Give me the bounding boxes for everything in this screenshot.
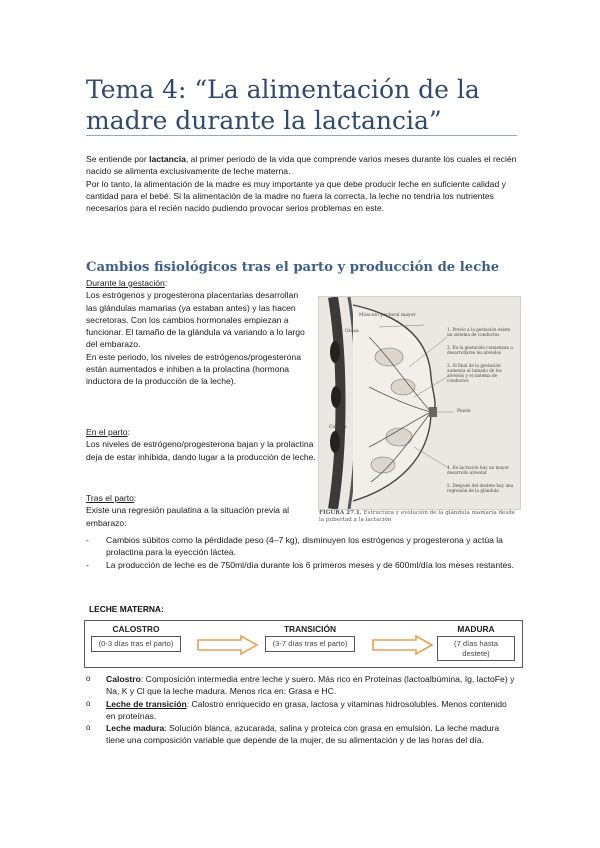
label-costilla: Costilla: [329, 425, 347, 430]
stage-calostro: [91, 624, 181, 652]
tras-parto-heading: [86, 492, 311, 504]
leche-materna-title: LECHE MATERNA:: [89, 604, 164, 614]
list-item: [86, 673, 518, 698]
gestacion-colon: :: [164, 278, 168, 288]
dash-bullet-icon: -: [86, 559, 89, 570]
intro-text: [86, 153, 518, 214]
tras-parto-block: [86, 492, 311, 529]
list-item: [86, 534, 518, 559]
parto-paragraph: Los niveles de estrógeno/progesterona bajan y la prolactina deja de estar inhibida, dando lugar a la producción de leche.: [86, 439, 316, 462]
list-item-text: Cambios súbitos como la pérdidade peso (4–7 kg), disminuyen los estrógenos y progesterona y actúa la prolactina para la eyección láctea.: [106, 535, 503, 558]
list-item: [86, 559, 518, 571]
stage-transicion: [265, 624, 355, 652]
tras-parto-colon: :: [133, 493, 137, 503]
stage-name: TRANSICIÓN: [283, 624, 337, 634]
label-step-4: 4. En lactación hay un mayor desarrollo alveolar: [447, 465, 509, 475]
stage-madura: [437, 624, 515, 661]
intro-p1-start: Se entiende por: [86, 154, 150, 164]
stage-detail: (3-7 días tras el parto): [265, 636, 355, 652]
document-title: Tema 4: “La alimentación de la madre durante la lactancia”: [86, 75, 480, 135]
stage-detail: (0-3 días tras el parto): [91, 636, 181, 652]
stage-name: MADURA: [457, 624, 495, 634]
figure-caption: [319, 510, 519, 525]
item-description: : Solución blanca, azucarada, salina y proteica con grasa en emulsión. La leche madura tiene una composición variable que depende de la mujer, de su alimentación y de las horas del día.: [106, 723, 500, 746]
circle-bullet-icon: o: [86, 674, 91, 683]
stage-name: CALOSTRO: [112, 624, 160, 634]
tras-parto-list: [86, 534, 518, 571]
tras-parto-paragraph: Existe una regresión paulatina a la situación previa al embarazo:: [86, 505, 290, 528]
list-item: [86, 698, 518, 723]
item-term: Leche de transición: [106, 698, 187, 709]
label-grasa: Grasa: [345, 329, 359, 334]
milk-types-list: [86, 673, 518, 747]
milk-stages-diagram: [84, 620, 523, 668]
label-step-5: 5. Después del destete hay una regresión de la glándula: [447, 483, 514, 493]
label-step-2: 2. En la gestación comienzan a desarrollarse los alvéolos: [447, 345, 513, 355]
parto-heading: [86, 426, 318, 438]
gestacion-paragraph-1: Los estrógenos y progesterona placentarias desarrollan las glándulas mamarias (ya estaban antes) y las hacen secretoras. Con los cambios hormonales empiezan a funcionar. El tamaño de la glándula va variando a lo largo del embarazo.: [86, 290, 305, 350]
intro-paragraph-2: Por lo tanto, la alimentación de la madre es muy importante ya que debe producir leche en suficiente calidad y cantidad para el bebé. Si la alimentación de la madre no fuera la correcta, la leche no tendría los nutrientes necesarios para el recién nacido pudiendo provocar serios problemas en este.: [86, 178, 506, 214]
label-step-3: 3. Al final de la gestación aumenta el tamaño de los alvéolos y el sistema de conductos: [447, 363, 502, 383]
mammary-gland-figure: [318, 296, 521, 510]
gestacion-paragraph-2: En este periodo, los niveles de estrógenos/progesterona están aumentados e inhiben a la prolactina (hormona inductora de la producción de la leche).: [86, 351, 301, 387]
stage-detail: (7 días hasta destete): [437, 636, 515, 661]
circle-bullet-icon: o: [86, 723, 91, 733]
label-step-1: 1. Previo a la gestación existe un sistema de conductos: [447, 327, 511, 337]
item-description: : Composición intermedia entre leche y suero. Más rico en Proteínas (lactoalbúmina, Ig, lactoFe) y Na, K y Cl que la leche madura. Menos rica en: Grasa e HC.: [106, 674, 515, 697]
item-term: Calostro: [106, 674, 141, 684]
caption-label: FIGURA 27.1.: [319, 510, 362, 516]
label-pezon: Pezón: [457, 409, 471, 414]
list-item: [86, 722, 518, 747]
lactancia-term: lactancia: [149, 154, 186, 164]
dash-bullet-icon: -: [86, 535, 89, 545]
caption-text: Estructura y evolución de la glándula mamaria desde la pubertad a la lactación: [319, 510, 516, 524]
section-heading: Cambios fisiológicos tras el parto y producción de leche: [86, 260, 500, 275]
gestacion-block: [86, 277, 311, 388]
intro-paragraph-1: [86, 153, 518, 178]
item-term: Leche madura: [106, 723, 165, 734]
arrow-right-icon: [197, 635, 259, 655]
gestacion-heading: [86, 277, 311, 289]
title-underline: [86, 135, 517, 136]
gestacion-heading-text: Durante la gestación: [86, 278, 165, 288]
circle-bullet-icon: o: [86, 698, 91, 708]
item-description: : Calostro enriquecido en grasa, lactosa y vitaminas hidrosolubles. Menos contenido en proteínas.: [106, 698, 507, 721]
parto-heading-text: En el parto: [86, 427, 128, 437]
tras-parto-heading-text: Tras el parto: [86, 493, 134, 503]
parto-block: [86, 426, 318, 463]
parto-colon: :: [127, 427, 130, 437]
list-item-text: La producción de leche es de 750ml/día durante los 6 primeros meses y de 600ml/día los meses restantes.: [106, 559, 514, 570]
arrow-right-icon: [372, 635, 434, 655]
label-musculo: Músculo pectoral mayor: [359, 313, 416, 318]
intro-p1-end: , al primer periodo de la vida que comprende varios meses durante los cuales el recién nacido se alimenta exclusivamente de leche materna.: [86, 154, 517, 177]
